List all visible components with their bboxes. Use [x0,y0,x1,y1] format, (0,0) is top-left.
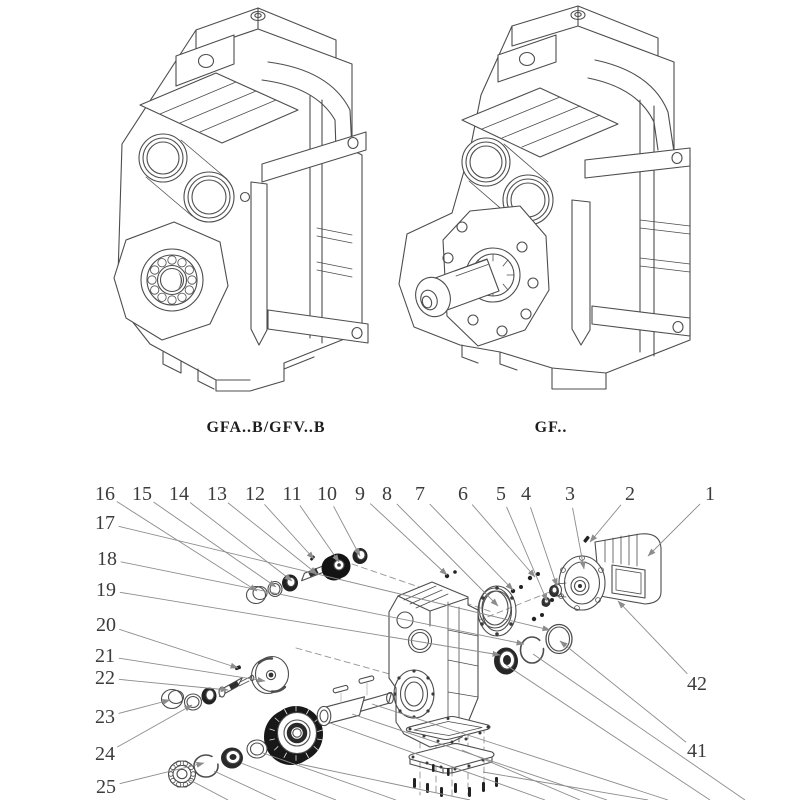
callout-leader-20 [119,629,238,668]
shaft-key-1 [333,685,349,693]
callout-leader-10 [334,506,360,556]
callout-number-15: 15 [132,483,152,505]
callout-leader-21 [119,658,265,681]
callout-leader-17 [119,526,550,630]
callout-number-11: 11 [282,483,302,505]
exploded-view-drawing [162,534,662,797]
callout-number-8: 8 [382,483,392,505]
seal-cup [162,690,183,709]
callout-number-6: 6 [458,483,468,505]
cropped-leader-11 [533,654,745,800]
callout-number-21: 21 [95,645,115,667]
callout-number-24: 24 [95,743,115,765]
callout-leader-7 [430,504,513,590]
callout-leader-12 [264,504,314,559]
callout-number-1: 1 [705,483,715,505]
callout-leader-1 [648,504,700,556]
callout-number-13: 13 [207,483,227,505]
callout-number-10: 10 [317,483,337,505]
motor [553,534,662,611]
ball-bearing [169,761,196,787]
motor-terminal-box [612,565,645,598]
callout-number-3: 3 [565,483,575,505]
cropped-leader-1 [214,771,276,800]
callout-number-18: 18 [97,548,117,570]
set-bolt [310,555,316,561]
callout-number-7: 7 [415,483,425,505]
callout-leader-4 [530,507,557,586]
callout-number-2: 2 [625,483,635,505]
callout-leader-22 [119,679,228,690]
callout-number-9: 9 [355,483,365,505]
callout-number-20: 20 [96,614,116,636]
model-label-right: GF.. [534,419,568,436]
cropped-leader-8 [462,750,580,800]
housing-gasket-ring [479,588,511,628]
pointed-bar [251,182,267,345]
callout-number-42: 42 [687,673,707,695]
motor-eye-bolt [583,535,590,543]
callout-number-41: 41 [687,740,707,762]
callout-leader-6 [472,505,535,577]
callout-leader-5 [507,507,547,601]
callout-number-4: 4 [521,483,531,505]
callout-leader-23 [119,700,170,713]
cropped-leader-10 [506,665,710,800]
callout-leader-9 [370,504,447,575]
callout-number-14: 14 [169,483,189,505]
callout-leader-2 [590,505,621,542]
callout-leader-16 [117,502,257,591]
callout-leader-41 [560,641,686,742]
callout-number-17: 17 [95,512,115,534]
model-label-left: GFA..B/GFV..B [206,419,326,436]
callout-number-23: 23 [95,706,115,728]
left-gearbox-drawing [114,8,368,391]
callout-number-5: 5 [496,483,506,505]
callout-number-25: 25 [96,776,116,798]
callout-leader-11 [300,506,339,562]
snap-ring [194,755,218,777]
callout-leader-42 [618,601,687,674]
cropped-leader-4 [299,764,470,800]
callout-number-16: 16 [95,483,115,505]
bearing-octagon-face [114,222,228,340]
cropped-leader-7 [372,704,668,800]
cropped-leader-9 [483,772,648,800]
hollow-output-shaft [317,676,393,726]
callout-number-12: 12 [245,483,265,505]
callout-number-22: 22 [95,667,115,689]
cropped-leader-3 [263,753,396,800]
callout-number-19: 19 [96,579,116,601]
upper-bore-boss [139,134,187,182]
o-ring [546,625,572,654]
pointed-bar [572,200,590,345]
cropped-leader-0 [188,779,228,800]
right-gearbox-drawing [399,6,690,389]
shaft-key-2 [359,676,375,684]
callout-leader-15 [154,502,276,587]
